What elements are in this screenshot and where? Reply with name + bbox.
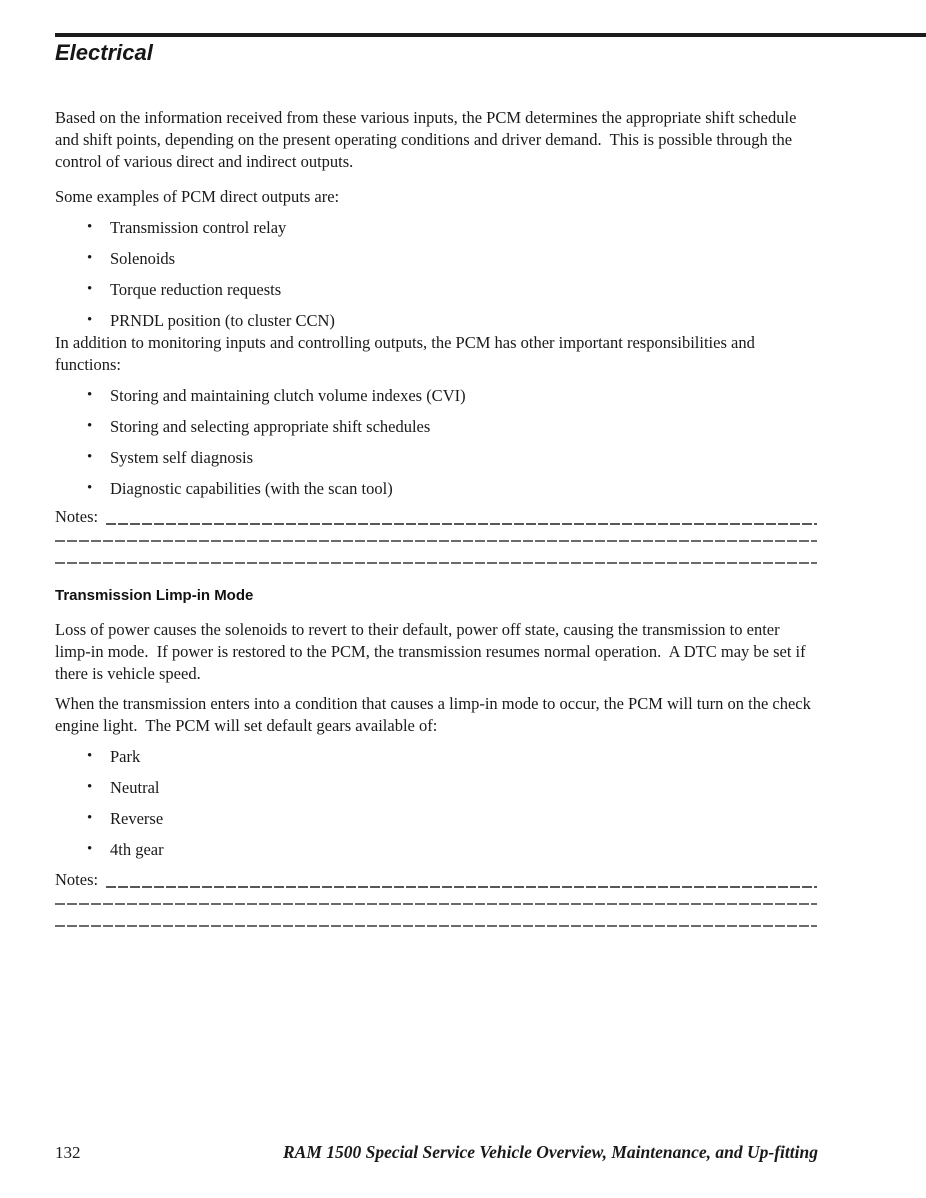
direct-outputs-list	[55, 217, 817, 332]
paragraph-limp-in-gears-intro: When the transmission enters into a condition that causes a limp-in mode to occur, the PCM will turn on the check engine light. The PCM will set default gears available of:	[55, 694, 816, 735]
subheading-limp-in-mode: Transmission Limp-in Mode	[55, 587, 254, 604]
notes-label: Notes:	[55, 507, 99, 526]
default-gears-list	[55, 746, 817, 861]
notes-row	[55, 869, 817, 891]
paragraph-limp-in-description: Loss of power causes the solenoids to revert to their default, power off state, causing the transmission to enter limp-in mode. If power is restored to the PCM, the transmission resumes normal operation. A DTC may be set if there is vehicle speed.	[55, 620, 810, 683]
list-item-label: Storing and maintaining clutch volume indexes (CVI)	[110, 386, 466, 405]
book-title: RAM 1500 Special Service Vehicle Overview, Maintenance, and Up-fitting	[282, 1142, 818, 1162]
list-item	[55, 478, 817, 500]
bullet-icon: •	[87, 841, 93, 857]
section-title: Electrical	[55, 40, 153, 65]
notes-blank-line	[106, 886, 817, 888]
bullet-icon: •	[87, 779, 93, 795]
page-content	[55, 0, 817, 927]
paragraph-direct-outputs-intro: Some examples of PCM direct outputs are:	[55, 187, 340, 206]
list-item-label: PRNDL position (to cluster CCN)	[110, 311, 335, 330]
list-item-label: Torque reduction requests	[110, 280, 282, 299]
list-item	[55, 839, 817, 861]
list-item-label: Storing and selecting appropriate shift schedules	[110, 417, 431, 436]
list-item-label: Neutral	[110, 778, 160, 797]
list-item-label: System self diagnosis	[110, 448, 253, 467]
list-item-label: Reverse	[110, 809, 164, 828]
list-item	[55, 447, 817, 469]
paragraph-responsibilities-intro: In addition to monitoring inputs and controlling outputs, the PCM has other important responsibilities and functions:	[55, 333, 759, 374]
list-item	[55, 279, 817, 301]
list-item	[55, 248, 817, 270]
bullet-icon: •	[87, 250, 93, 266]
notes-row	[55, 506, 817, 528]
notes-blank-line	[55, 562, 817, 564]
bullet-icon: •	[87, 449, 93, 465]
notes-blank-line	[55, 925, 817, 927]
list-item	[55, 777, 817, 799]
notes-blank-line	[55, 540, 817, 542]
page-number: 132	[55, 1143, 81, 1162]
notes-label: Notes:	[55, 870, 99, 889]
list-item-label: Solenoids	[110, 249, 176, 268]
list-item-label: Transmission control relay	[110, 218, 287, 237]
bullet-icon: •	[87, 281, 93, 297]
responsibilities-list	[55, 385, 817, 500]
bullet-icon: •	[87, 810, 93, 826]
list-item-label: 4th gear	[110, 840, 164, 859]
paragraph-pcm-overview: Based on the information received from these various inputs, the PCM determines the appropriate shift schedule and shift points, depending on the present operating conditions and driver demand. This is possible through the control of various direct and indirect outputs.	[55, 108, 801, 171]
list-item	[55, 746, 817, 768]
bullet-icon: •	[87, 387, 93, 403]
bullet-icon: •	[87, 748, 93, 764]
page-footer	[55, 1142, 818, 1163]
notes-blank-line	[55, 903, 817, 905]
list-item	[55, 808, 817, 830]
list-item	[55, 310, 817, 332]
list-item	[55, 217, 817, 239]
list-item	[55, 385, 817, 407]
list-item-label: Diagnostic capabilities (with the scan tool)	[110, 479, 393, 498]
list-item-label: Park	[110, 747, 141, 766]
bullet-icon: •	[87, 418, 93, 434]
bullet-icon: •	[87, 219, 93, 235]
notes-blank-line	[106, 523, 817, 525]
bullet-icon: •	[87, 312, 93, 328]
bullet-icon: •	[87, 480, 93, 496]
list-item	[55, 416, 817, 438]
